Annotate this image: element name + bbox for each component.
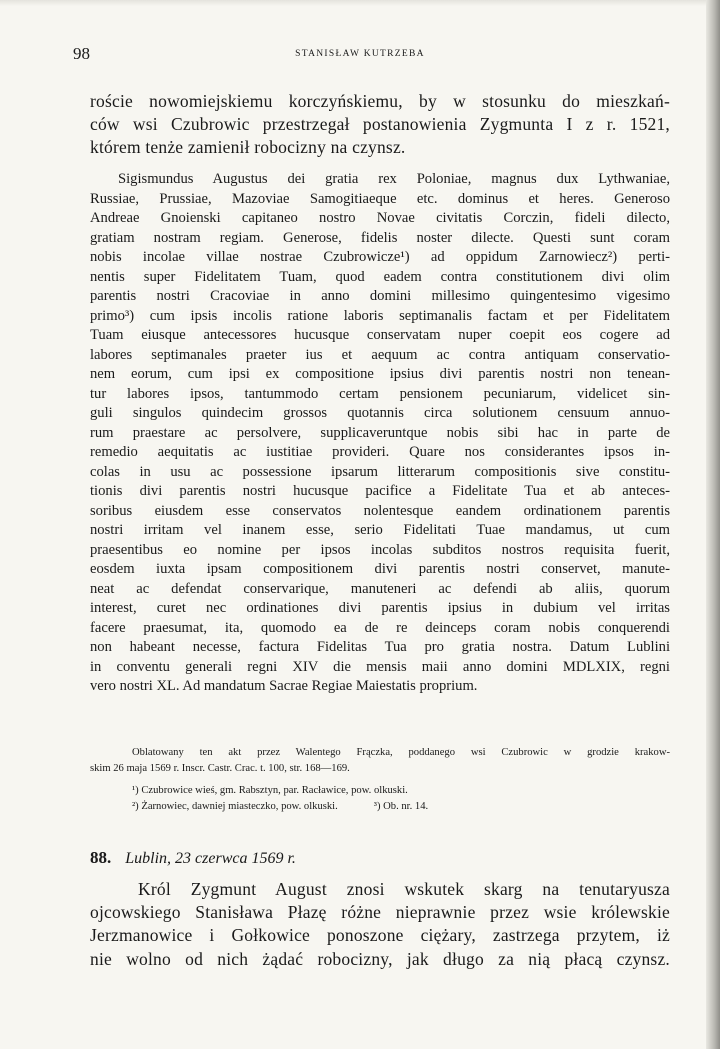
latin-line: eosdem iuxta ipsam compositionem divi parentis nostri conservet, manute- bbox=[90, 561, 670, 577]
latin-line: tur labores ipsos, tantummodo certam pensionem pecuniarum, videlicet sin- bbox=[90, 385, 670, 402]
source-note-line: Oblatowany ten akt przez Walentego Frączka, poddanego wsi Czubrowic w grodzie krakow- bbox=[132, 747, 670, 758]
latin-line: labores septimanales praeter ius et aequum ac contra antiquam conservatio- bbox=[90, 346, 670, 363]
source-and-footnotes bbox=[90, 745, 670, 814]
latin-line: nentis super Fidelitatem Tuam, quod eadem contra constitutionem divi olim bbox=[90, 268, 670, 285]
intro-line: którem tenże zamienił robocizny na czynsz. bbox=[90, 137, 406, 157]
latin-line: in conventu generali regni XIV die mensis maii anno domini MDLXIX, regni bbox=[90, 658, 670, 675]
latin-line: soribus eiusdem esse conservatos nolentesque eandem ordinationem parentis bbox=[90, 502, 670, 519]
latin-line: vero nostri XL. Ad mandatum Sacrae Regiae Maiestatis proprium. bbox=[90, 678, 478, 694]
latin-line: Andreae Gnoienski capitaneo nostro Novae civitatis Corczin, fideli dilecto, bbox=[90, 210, 670, 226]
running-head: STANISŁAW KUTRZEBA bbox=[295, 49, 425, 59]
latin-line: tionis divi parentis nostri hucusque pacifice a Fidelitate Tua et ab anteces- bbox=[90, 483, 670, 499]
latin-line: rum praestare ac persolvere, supplicaveruntque nobis sibi hac in parte de bbox=[90, 424, 670, 441]
latin-line: non habeant necesse, factura Fidelitas Tua pro gratia nostra. Datum Lublini bbox=[90, 639, 670, 655]
latin-line: nobis incolae villae nostrae Czubrowicze¹) ad oppidum Zarnowiecz²) perti- bbox=[90, 249, 670, 265]
latin-document-text bbox=[90, 170, 670, 697]
footnote-1: ¹) Czubrowice wieś, gm. Rabsztyn, par. Racławice, pow. olkuski. bbox=[132, 785, 408, 796]
latin-line: nostri irritam vel inanem esse, serio Fidelitati Tuae mandamus, ut cum bbox=[90, 522, 670, 538]
latin-line: guli singulos quindecim grossos quotannis circa solutionem censuum annuo- bbox=[90, 405, 670, 421]
document-summary bbox=[90, 878, 670, 971]
latin-line: Russiae, Prussiae, Mazoviae Samogitiaeque etc. dominus et heres. Generoso bbox=[90, 190, 670, 207]
latin-line: parentis nostri Cracoviae in anno domini millesimo quingentesimo vigesimo bbox=[90, 288, 670, 304]
document-number: 88. bbox=[90, 848, 112, 867]
latin-line: facere praesumat, ita, quomodo ea de re deinceps coram nobis conquerendi bbox=[90, 619, 670, 636]
page-header bbox=[0, 44, 720, 68]
page-top-shadow bbox=[0, 0, 720, 6]
latin-line: remedio aequitatis ac iustitiae provideri. Quare nos considerantes ipsos in- bbox=[90, 444, 670, 460]
intro-line: roście nowomiejskiemu korczyńskiemu, by w stosunku do mieszkań- bbox=[90, 91, 670, 111]
document-place-date: Lublin, 23 czerwca 1569 r. bbox=[125, 850, 296, 867]
summary-line: Król Zygmunt August znosi wskutek skarg na tenutaryusza bbox=[138, 879, 670, 899]
source-note-line: skim 26 maja 1569 r. Inscr. Castr. Crac. t. 100, str. 168—169. bbox=[90, 762, 350, 774]
intro-paragraph bbox=[90, 90, 670, 159]
latin-line: praesentibus eo nomine per ipsos incolas subditos nostros requisita fuerit, bbox=[90, 541, 670, 558]
page-gutter-shadow bbox=[706, 0, 720, 1049]
summary-line: Jerzmanowice i Gołkowice ponoszone ciężary, zastrzega przytem, iż bbox=[90, 925, 670, 946]
footnote-2: ²) Żarnowiec, dawniej miasteczko, pow. olkuski. bbox=[132, 800, 338, 812]
document-heading bbox=[90, 848, 670, 868]
latin-line: primo³) cum ipsis incolis ratione laboris septimanalis factam et per Fidelitatem bbox=[90, 307, 670, 324]
latin-line: Tuam eiusque antecessores hucusque conservatam nuper coepit eos cogere ad bbox=[90, 327, 670, 343]
page-number: 98 bbox=[73, 44, 90, 63]
latin-line: nem eorum, cum ipsi ex compositione ipsius divi parentis nostri non tenean- bbox=[90, 366, 670, 382]
summary-line: ojcowskiego Stanisława Płazę różne nieprawnie przez wsie królewskie bbox=[90, 902, 670, 923]
latin-line: interest, curet nec ordinationes divi parentis ipsius in dubium vel irritas bbox=[90, 600, 670, 616]
footnote-3: ³) Ob. nr. 14. bbox=[373, 800, 429, 812]
footnote-2-row bbox=[90, 799, 670, 815]
intro-line: ców wsi Czubrowic przestrzegał postanowienia Zygmunta I z r. 1521, bbox=[90, 114, 670, 134]
latin-line: neat ac defendat conservarique, manuteneri ac defendi ab aliis, quorum bbox=[90, 580, 670, 597]
latin-line: gratiam nostram regiam. Generose, fidelis noster dilecte. Questi sunt coram bbox=[90, 229, 670, 246]
latin-line: Sigismundus Augustus dei gratia rex Poloniae, magnus dux Lythwaniae, bbox=[118, 171, 670, 187]
summary-line: nie wolno od nich żądać robocizny, jak długo za nią płacą czynsz. bbox=[90, 948, 670, 969]
latin-line: colas in usu ac possessione ipsarum litterarum compositionis sive constitu- bbox=[90, 463, 670, 480]
